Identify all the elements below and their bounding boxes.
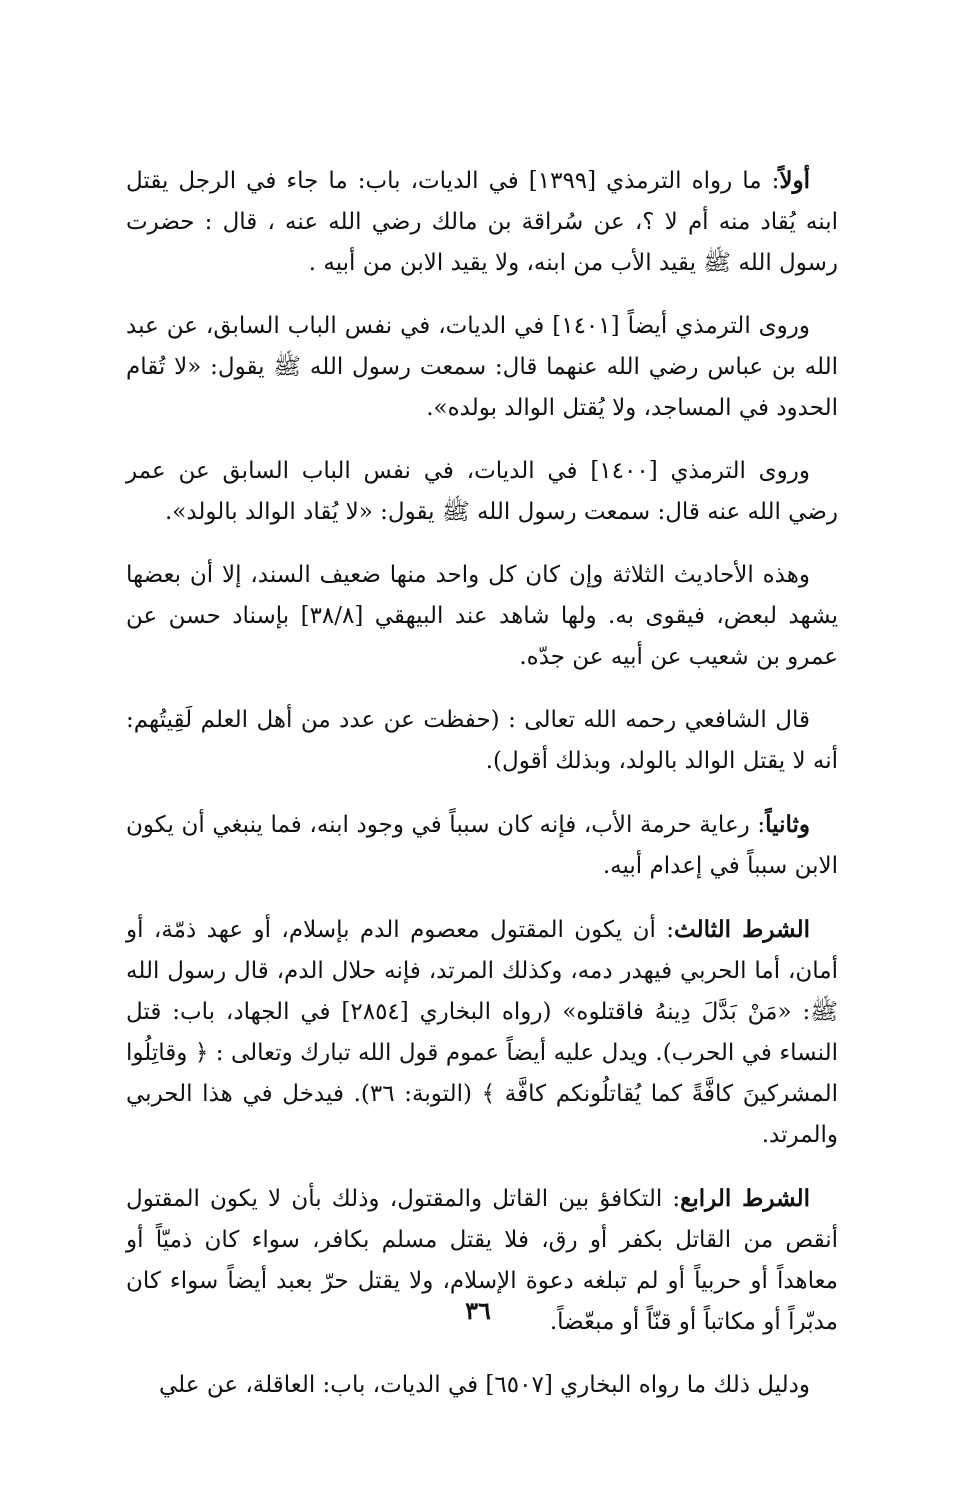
paragraph-tirmidhi-1400 (126, 451, 838, 533)
paragraph-text: : التكافؤ بين القاتل والمقتول، وذلك بأن لا يكون المقتول أنقص من القاتل بكفر أو رق، فلا يقتل مسلم بكافر، سواء كان ذميّاً أو معاهداً أو حربياً أو لم تبلغه دعوة الإسلام، ولا يقتل حرّ بعبد أيضاً سواء كان مدبّراً أو مكاتباً أو قنّاً أو مبعّضاً. (126, 1186, 838, 1335)
page-body (126, 160, 838, 1406)
paragraph-lead: أولاً (779, 167, 810, 194)
paragraph-text: وهذه الأحاديث الثلاثة وإن كان كل واحد منها ضعيف السند، إلا أن بعضها يشهد لبعض، فيقوى به. ولها شاهد عند البيهقي [٣٨/٨] بإسناد حسن عن عمرو بن شعيب عن أبيه عن جدّه. (126, 562, 838, 670)
paragraph-text: : ما رواه الترمذي [١٣٩٩] في الديات، باب: ما جاء في الرجل يقتل ابنه يُقاد منه أم لا ؟، عن سُراقة بن مالك رضي الله عنه ، قال : حضرت رسول الله ﷺ يقيد الأب من ابنه، ولا يقيد الابن من أبيه . (126, 168, 838, 276)
paragraph-second-reason (126, 804, 838, 887)
paragraph-third-condition (126, 909, 838, 1156)
paragraph-shafii-quote (126, 700, 838, 782)
page-number: ٣٦ (465, 1296, 491, 1325)
paragraph-tirmidhi-1401 (126, 306, 838, 429)
paragraph-text: وروى الترمذي [١٤٠٠] في الديات، في نفس الباب السابق عن عمر رضي الله عنه قال: سمعت رسول الله ﷺ يقول: «لا يُقاد الوالد بالولد». (126, 458, 838, 525)
paragraph-first-evidence (126, 160, 838, 284)
paragraph-text: : رعاية حرمة الأب، فإنه كان سبباً في وجود ابنه، فما ينبغي أن يكون الابن سبباً في إعدام أبيه. (126, 812, 838, 879)
paragraph-lead: الشرط الرابع (680, 1185, 810, 1212)
paragraph-text: : أن يكون المقتول معصوم الدم بإسلام، أو عهد ذمّة، أو أمان، أما الحربي فيهدر دمه، وكذلك المرتد، فإنه حلال الدم، قال رسول الله ﷺ: «مَنْ بَدَّلَ دِينهُ فاقتلوه» (رواه البخاري [٢٨٥٤] في الجهاد، باب: قتل النساء في الحرب). ويدل عليه أيضاً عموم قول الله تبارك وتعالى : ﴿ وقاتِلُوا المشركينَ كافَّةً كما يُقاتلُونكم كافَّة ﴾ (التوبة: ٣٦). فيدخل في هذا الحربي والمرتد. (126, 917, 838, 1148)
paragraph-bukhari-evidence (126, 1365, 838, 1406)
paragraph-lead: وثانياً (765, 811, 810, 838)
paragraph-text: وروى الترمذي أيضاً [١٤٠١] في الديات، في نفس الباب السابق، عن عبد الله بن عباس رضي الله عنهما قال: سمعت رسول الله ﷺ يقول: «لا تُقام الحدود في المساجد، ولا يُقتل الوالد بولده». (126, 313, 838, 421)
paragraph-lead: الشرط الثالث (674, 916, 810, 943)
paragraph-text: قال الشافعي رحمه الله تعالى : (حفظت عن عدد من أهل العلم لَقِيتُهم: أنه لا يقتل الوالد بالولد، وبذلك أقول). (126, 707, 838, 774)
paragraph-hadith-grading (126, 555, 838, 678)
paragraph-text: ودليل ذلك ما رواه البخاري [٦٥٠٧] في الديات، باب: العاقلة، عن علي (159, 1372, 810, 1398)
